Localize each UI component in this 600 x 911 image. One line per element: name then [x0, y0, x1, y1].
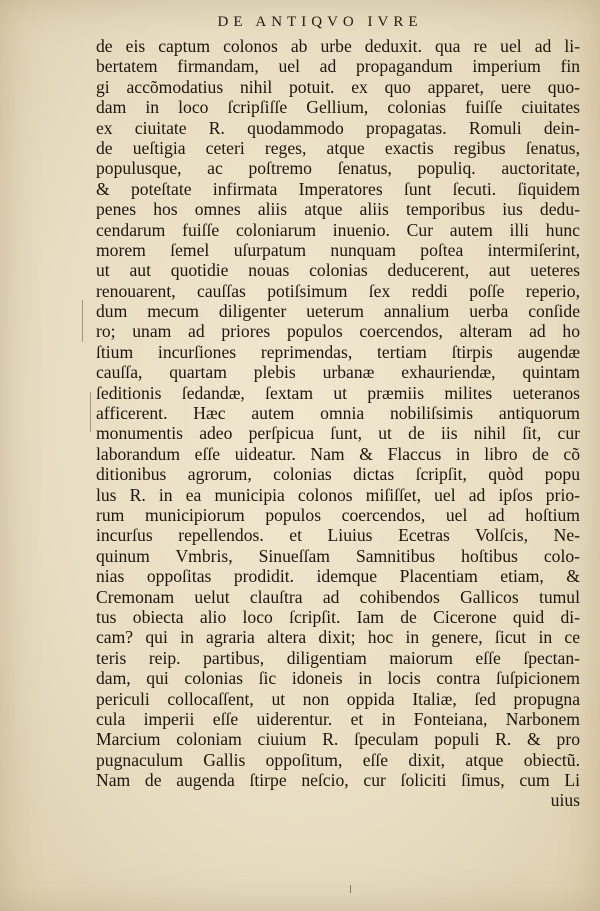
running-head: DE ANTIQVO IVRE [217, 14, 423, 30]
text-line: ſeditionis ſedandæ, ſextam ut præmiis milites ueteranos [96, 382, 580, 403]
text-line: cauſſa, quartam plebis urbanæ exhauriendæ, quintam [96, 362, 580, 383]
text-line: cendarum fuiſſe coloniarum inuenio. Cur autem illi hunc [96, 219, 580, 240]
text-line: tus obiecta alio loco ſcripſit. Iam de Cicerone quid di- [96, 606, 580, 627]
text-line: gi accõmodatius nihil potuit. ex quo apparet, uere quo- [96, 76, 580, 97]
text-line: dam, qui colonias ſic idoneis in locis contra ſuſpicionem [96, 668, 580, 689]
text-line: & poteſtate infirmata Imperatores ſunt ſecuti. ſiquidem [96, 178, 580, 199]
text-line: Cremonam uelut clauſtra ad cohibendos Gallicos tumul [96, 586, 580, 607]
text-line: monumentis adeo perſpicua ſunt, ut de iis nihil ſit, cur [96, 423, 580, 444]
margin-mark [82, 300, 83, 342]
text-line: quinum Vmbris, Sinueſſam Samnitibus hoſtibus colo- [96, 545, 580, 566]
margin-mark [90, 392, 91, 432]
text-line: rum municipiorum populos coercendos, uel ad hoſtium [96, 504, 580, 525]
text-line: ex ciuitate R. quodammodo propagatas. Romuli dein- [96, 117, 580, 138]
text-line: lus R. in ea municipia colonos miſiſſet, uel ad ipſos prio- [96, 484, 580, 505]
text-line: populusque, ac poſtremo ſenatus, populiq. auctoritate, [96, 158, 580, 179]
text-line: nias oppoſitas prodidit. idemque Placentiam etiam, & [96, 566, 580, 587]
folio-mark [350, 885, 351, 893]
text-line: cula imperii eſſe uiderentur. et in Fonteiana, Narbonem [96, 708, 580, 729]
text-line: Marcium coloniam ciuium R. ſpeculam populi R. & pro [96, 729, 580, 750]
text-line: de ueſtigia ceteri reges, atque exactis regibus ſenatus, [96, 137, 580, 158]
text-line: pugnaculum Gallis oppoſitum, eſſe dixit, atque obiectũ. [96, 749, 580, 770]
text-line: dum mecum diligenter ueterum annalium uerba conſide [96, 301, 580, 322]
text-line: de eis captum colonos ab urbe deduxit. qua re uel ad li- [96, 36, 580, 56]
text-line: renouarent, cauſſas potiſsimum ſex reddi poſſe reperio, [96, 280, 580, 301]
text-line: periculi collocaſſent, ut non oppida Italiæ, ſed propugna [96, 688, 580, 709]
text-line: Nam de augenda ſtirpe neſcio, cur ſoliciti ſimus, cum Li [96, 770, 580, 791]
text-line: dam in loco ſcripſiſſe Gellium, colonias fuiſſe ciuitates [96, 97, 580, 118]
text-line: cam? qui in agraria altera dixit; hoc in genere, ſicut in ce [96, 627, 580, 648]
text-line: morem ſemel uſurpatum nunquam poſtea intermiſerint, [96, 239, 580, 260]
text-line: ditionibus agrorum, colonias dictas ſcripſit, quòd popu [96, 464, 580, 485]
text-line: ro; unam ad priores populos coercendos, alteram ad ho [96, 321, 580, 342]
text-line: ut aut quotidie nouas colonias deducerent, aut ueteres [96, 260, 580, 281]
text-line: penes hos omnes aliis atque aliis temporibus ius dedu- [96, 199, 580, 220]
text-line: laborandum eſſe uideatur. Nam & Flaccus in libro de cõ [96, 443, 580, 464]
text-line: bertatem firmandam, uel ad propagandum imperium fin [96, 56, 580, 77]
text-line: afficerent. Hæc autem omnia nobiliſsimis antiquorum [96, 403, 580, 424]
body-text [96, 36, 580, 811]
text-line: teris reip. partibus, diligentiam maiorum eſſe ſpectan- [96, 647, 580, 668]
text-line: incurſus repellendos. et Liuius Ecetras Volſcis, Ne- [96, 525, 580, 546]
catchword: uius [550, 790, 580, 811]
text-line: ſtium incurſiones reprimendas, tertiam ſtirpis augendæ [96, 341, 580, 362]
